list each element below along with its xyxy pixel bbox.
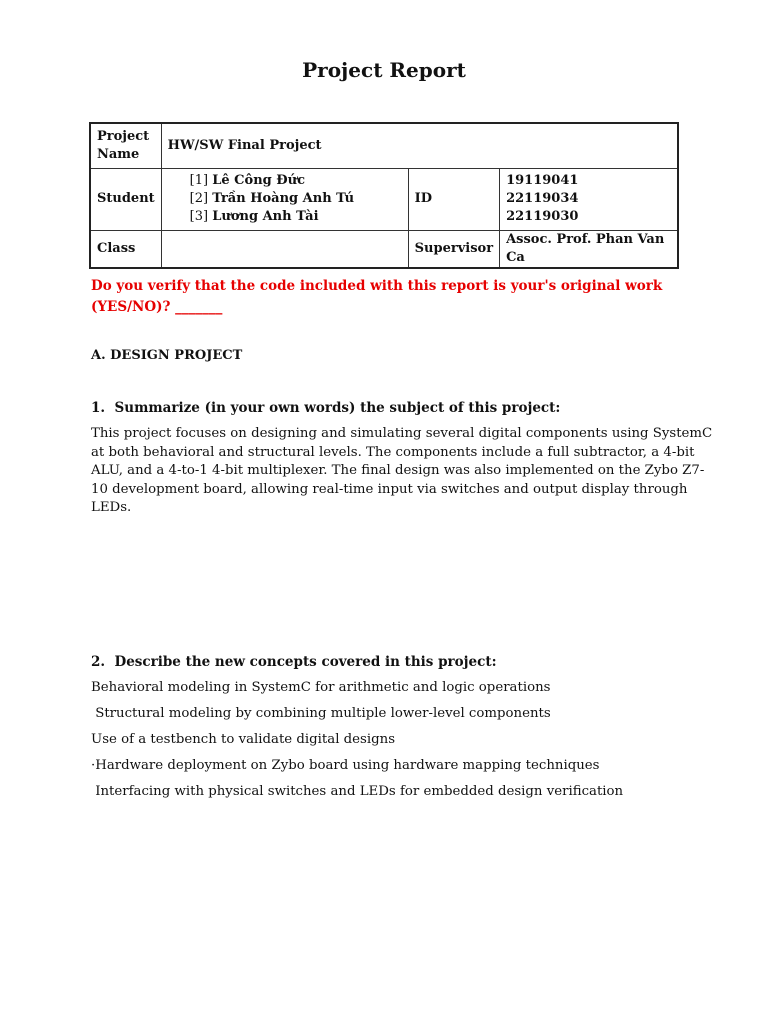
answer-line: at both behavioral and structural levels. The components include a full subtractor, a 4-bit [91, 444, 695, 460]
student-number: [1] [189, 173, 209, 188]
student-list [161, 168, 408, 230]
concept-item: Structural modeling by combining multiple lower-level components [91, 706, 551, 721]
verify-question [91, 276, 662, 318]
student-name: Lương Anh Tài [212, 209, 319, 224]
student-row [190, 190, 402, 208]
verify-line: (YES/NO)? _______ [91, 299, 223, 315]
concept-item: ·Hardware deployment on Zybo board using hardware mapping techniques [91, 758, 600, 773]
student-number: [3] [189, 209, 209, 224]
answer-1 [91, 425, 712, 518]
student-name: Trần Hoàng Anh Tú [212, 191, 355, 206]
id-list [500, 168, 678, 230]
concept-item: Behavioral modeling in SystemC for arithmetic and logic operations [91, 680, 551, 695]
verify-line: Do you verify that the code included with this report is your's original work [91, 278, 663, 294]
student-number: [2] [189, 191, 209, 206]
question-text: Summarize (in your own words) the subject of this project: [114, 400, 561, 416]
supervisor-value: Assoc. Prof. Phan Van Ca [500, 230, 678, 268]
concept-item: Interfacing with physical switches and LEDs for embedded design verification [91, 784, 624, 799]
student-label: Student [90, 168, 161, 230]
id-label: ID [408, 168, 499, 230]
id-value: 19119041 [506, 173, 579, 188]
concept-item: Use of a testbench to validate digital designs [91, 732, 396, 747]
id-value: 22119034 [506, 191, 579, 206]
answer-line: This project focuses on designing and simulating several digital components using SystemC [91, 426, 713, 441]
section-heading: A. DESIGN PROJECT [91, 348, 243, 363]
id-value: 22119030 [506, 209, 579, 224]
supervisor-label: Supervisor [408, 230, 499, 268]
question-1 [91, 400, 560, 416]
page-title: Project Report [302, 58, 466, 82]
class-value [161, 230, 408, 268]
answer-line: LEDs. [91, 500, 132, 515]
answer-line: ALU, and a 4-to-1 4-bit multiplexer. The final design was also implemented on the Zybo Z7- [91, 463, 705, 478]
project-name-value: HW/SW Final Project [161, 123, 678, 168]
student-row [190, 172, 402, 190]
answer-line: 10 development board, allowing real-time input via switches and output display through [91, 481, 688, 497]
class-label: Class [90, 230, 161, 268]
question-text: Describe the new concepts covered in this project: [114, 654, 497, 670]
question-number: 1. [91, 400, 106, 416]
question-2 [91, 654, 497, 670]
student-name: Lê Công Đức [212, 173, 305, 188]
question-number: 2. [91, 654, 106, 670]
student-row [190, 208, 402, 226]
project-info-table [89, 122, 679, 269]
project-name-label: Project Name [90, 123, 161, 168]
